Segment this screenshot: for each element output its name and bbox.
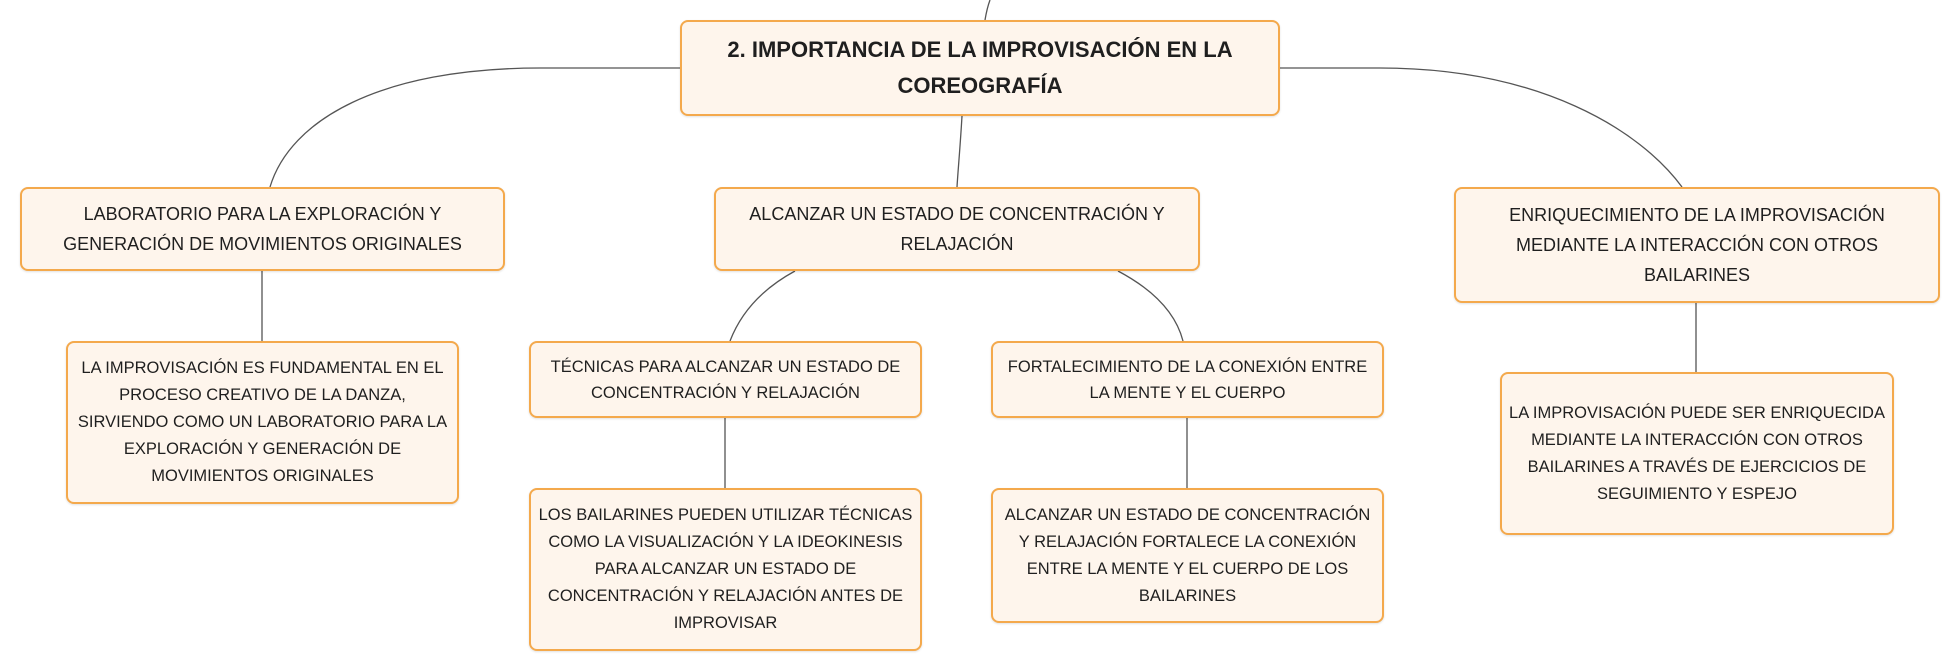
branch-right-detail-node[interactable]: [1500, 372, 1894, 535]
branch-left-detail-node[interactable]: [66, 341, 459, 504]
connector-parent-to-root: [985, 0, 990, 20]
root-topic-label: 2. IMPORTANCIA DE LA IMPROVISACIÓN EN LA COREOGRAFÍA: [727, 37, 1233, 98]
sub-right-detail-node[interactable]: [991, 488, 1384, 623]
branch-center-node[interactable]: [714, 187, 1200, 271]
sub-left-node[interactable]: [529, 341, 922, 418]
connector-root-to-left: [270, 68, 680, 187]
connector-root-to-center: [957, 116, 962, 187]
connector-root-to-right: [1280, 68, 1682, 187]
branch-right-node[interactable]: [1454, 187, 1940, 303]
sub-left-detail-text: LOS BAILARINES PUEDEN UTILIZAR TÉCNICAS COMO LA VISUALIZACIÓN Y LA IDEOKINESIS PARA ALCANZAR UN ESTADO DE CONCENTRACIÓN Y RELAJACIÓN ANTES DE IMPROVISAR: [538, 506, 913, 632]
branch-center-label: ALCANZAR UN ESTADO DE CONCENTRACIÓN Y RELAJACIÓN: [749, 204, 1165, 254]
sub-left-detail-node[interactable]: [529, 488, 922, 651]
connector-center-to-sub-left: [730, 271, 795, 341]
branch-left-detail-text: LA IMPROVISACIÓN ES FUNDAMENTAL EN EL PROCESO CREATIVO DE LA DANZA, SIRVIENDO COMO UN LABORATORIO PARA LA EXPLORACIÓN Y GENERACIÓN DE MOVIMIENTOS ORIGINALES: [77, 359, 448, 485]
sub-right-detail-text: ALCANZAR UN ESTADO DE CONCENTRACIÓN Y RELAJACIÓN FORTALECE LA CONEXIÓN ENTRE LA MENTE Y EL CUERPO DE LOS BAILARINES: [1004, 505, 1371, 605]
connector-center-to-sub-right: [1118, 271, 1183, 341]
branch-left-label: LABORATORIO PARA LA EXPLORACIÓN Y GENERACIÓN DE MOVIMIENTOS ORIGINALES: [63, 204, 462, 254]
root-topic-node[interactable]: [680, 20, 1280, 116]
sub-left-label: TÉCNICAS PARA ALCANZAR UN ESTADO DE CONCENTRACIÓN Y RELAJACIÓN: [550, 357, 901, 402]
sub-right-label: FORTALECIMIENTO DE LA CONEXIÓN ENTRE LA MENTE Y EL CUERPO: [1007, 357, 1368, 402]
branch-right-label: ENRIQUECIMIENTO DE LA IMPROVISACIÓN MEDIANTE LA INTERACCIÓN CON OTROS BAILARINES: [1509, 205, 1885, 285]
branch-right-detail-text: LA IMPROVISACIÓN PUEDE SER ENRIQUECIDA MEDIANTE LA INTERACCIÓN CON OTROS BAILARINES A TRAVÉS DE EJERCICIOS DE SEGUIMIENTO Y ESPEJO: [1509, 403, 1885, 503]
branch-left-node[interactable]: [20, 187, 505, 271]
sub-right-node[interactable]: [991, 341, 1384, 418]
